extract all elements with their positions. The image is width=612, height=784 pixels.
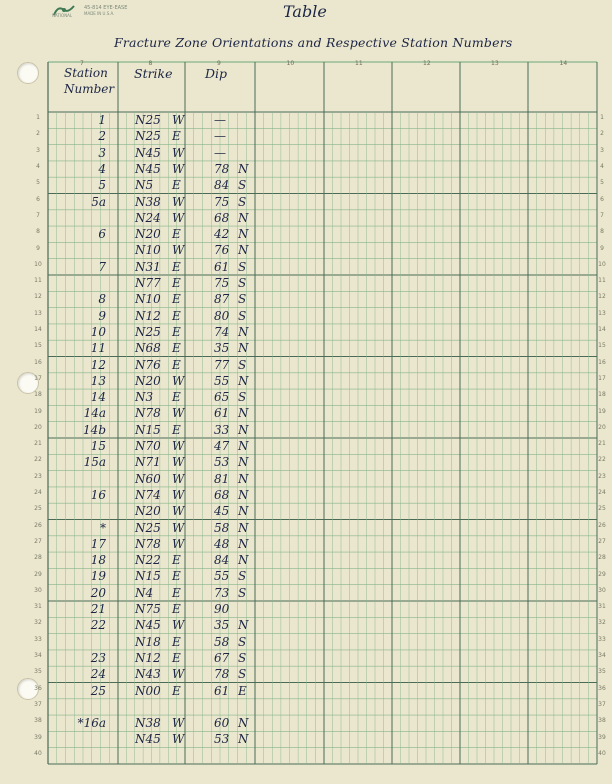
row-number-right: 30 (598, 586, 606, 594)
row-number-right: 18 (598, 391, 606, 399)
row-number-left: 20 (34, 423, 42, 431)
row-number-right: 36 (598, 684, 606, 692)
dip-angle: 61 (214, 259, 230, 274)
station-header-line1: Station (64, 66, 108, 80)
row-number-left: 5 (36, 179, 40, 187)
dip-angle: 58 (214, 634, 230, 649)
dip-angle: 68 (214, 487, 230, 502)
station-number: 1 (98, 113, 106, 127)
dip-angle: 61 (214, 406, 230, 421)
dip-direction: S (238, 308, 247, 323)
dip-direction: E (238, 683, 247, 698)
strike-direction: E (172, 390, 181, 405)
row-number-right: 33 (598, 635, 606, 643)
dip-angle: 35 (214, 341, 230, 356)
row-number-left: 33 (34, 635, 42, 643)
dip-direction: N (238, 210, 249, 225)
strike-direction: E (172, 683, 181, 698)
station-number: 14a (83, 406, 106, 421)
strike-direction: W (172, 145, 185, 160)
product-origin: MADE IN U.S.A. (84, 11, 115, 16)
dip-angle: 68 (214, 210, 230, 225)
row-number-right: 19 (598, 407, 606, 415)
strike-direction: W (172, 716, 185, 731)
dip-direction: S (238, 390, 247, 405)
strike-direction: W (172, 406, 185, 421)
dip-direction: N (238, 324, 249, 339)
row-number-left: 18 (34, 391, 42, 399)
row-number-right: 35 (598, 668, 606, 676)
station-number: 10 (90, 324, 106, 339)
strike-bearing: N76 (135, 357, 161, 372)
strike-direction: W (172, 520, 185, 535)
strike-direction: E (172, 324, 181, 339)
strike-bearing: N15 (135, 569, 161, 584)
strike-bearing: N25 (135, 520, 161, 535)
row-number-right: 23 (598, 472, 606, 480)
station-header-line2: Number (64, 82, 115, 96)
strike-direction: E (172, 227, 181, 242)
station-number: 9 (98, 308, 106, 323)
row-number-left: 19 (34, 407, 42, 415)
strike-bearing: N25 (135, 324, 161, 339)
row-number-right: 17 (598, 374, 606, 382)
row-number-right: 10 (598, 260, 606, 268)
strike-bearing: N5 (135, 178, 154, 193)
row-number-right: 32 (598, 619, 606, 627)
dip-angle: 45 (214, 504, 230, 519)
dip-direction: N (238, 732, 249, 747)
strike-bearing: N78 (135, 536, 161, 551)
strike-bearing: N4 (135, 585, 154, 600)
dip-direction: N (238, 536, 249, 551)
strike-bearing: N77 (135, 276, 161, 290)
strike-direction: W (172, 210, 185, 225)
row-number-right: 15 (598, 342, 606, 350)
station-number: 5a (91, 194, 106, 209)
row-number-left: 14 (34, 326, 42, 334)
strike-header: Strike (134, 66, 173, 81)
row-number-right: 11 (598, 277, 606, 285)
row-number-right: 4 (600, 163, 604, 171)
row-number-left: 36 (34, 684, 42, 692)
row-number-right: 38 (598, 717, 606, 725)
strike-bearing: N3 (135, 390, 154, 405)
row-number-right: 34 (598, 652, 606, 660)
strike-bearing: N68 (135, 341, 161, 356)
row-number-left: 23 (34, 472, 42, 480)
dip-angle: 75 (214, 276, 230, 290)
row-number-right: 29 (598, 570, 606, 578)
dip-direction: S (238, 259, 247, 274)
dip-direction: N (238, 422, 249, 437)
row-number-left: 31 (34, 603, 42, 611)
row-number-right: 13 (598, 309, 606, 317)
strike-bearing: N71 (135, 455, 161, 470)
dip-angle: 87 (214, 292, 230, 307)
strike-bearing: N45 (135, 161, 161, 176)
station-number: 13 (90, 373, 106, 388)
dip-direction: S (238, 650, 247, 665)
row-number-right: 22 (598, 456, 606, 464)
station-number: 5 (98, 178, 106, 193)
product-code: 45-814 EYE-EASE (84, 5, 128, 11)
row-number-left: 7 (36, 211, 40, 219)
strike-direction: E (172, 129, 181, 144)
strike-direction: E (172, 422, 181, 437)
dip-direction: N (238, 341, 249, 356)
row-number-left: 24 (34, 489, 42, 497)
row-number-left: 22 (34, 456, 42, 464)
strike-bearing: N31 (135, 259, 161, 274)
dip-direction: S (238, 634, 247, 649)
dip-direction: S (238, 276, 247, 290)
station-number: 16 (90, 487, 106, 502)
station-number: * (100, 520, 106, 535)
brand-name: NATIONAL (52, 13, 73, 18)
row-number-left: 39 (34, 733, 42, 741)
row-number-left: 25 (34, 505, 42, 513)
row-number-left: 4 (36, 163, 40, 171)
row-number-right: 12 (598, 293, 606, 301)
row-number-right: 37 (598, 700, 606, 708)
strike-direction: W (172, 732, 185, 747)
column-number: 9 (217, 60, 221, 67)
station-number: 21 (90, 602, 106, 616)
dip-direction: N (238, 553, 249, 568)
row-number-right: 1 (600, 114, 604, 122)
station-number: 18 (90, 553, 106, 568)
strike-bearing: N45 (135, 732, 161, 747)
dip-angle: 61 (214, 683, 230, 698)
row-number-right: 8 (600, 228, 604, 236)
row-number-left: 27 (34, 537, 42, 545)
strike-direction: E (172, 602, 181, 616)
strike-direction: E (172, 341, 181, 356)
dip-angle: 84 (214, 553, 230, 568)
station-number: 15a (83, 455, 106, 470)
dip-direction: N (238, 504, 249, 519)
dip-direction: S (238, 194, 247, 209)
row-number-right: 21 (598, 440, 606, 448)
dip-angle: 73 (214, 585, 230, 600)
strike-bearing: N45 (135, 145, 161, 160)
strike-bearing: N18 (135, 634, 161, 649)
dip-direction: S (238, 569, 247, 584)
dip-direction: S (238, 585, 247, 600)
station-number: 3 (98, 145, 106, 160)
row-number-right: 39 (598, 733, 606, 741)
dip-direction: S (238, 667, 247, 682)
row-number-right: 25 (598, 505, 606, 513)
column-number: 12 (423, 60, 431, 67)
row-number-right: 14 (598, 326, 606, 334)
strike-direction: E (172, 634, 181, 649)
strike-bearing: N24 (135, 210, 161, 225)
strike-direction: W (172, 243, 185, 258)
strike-direction: W (172, 504, 185, 519)
row-number-left: 30 (34, 586, 42, 594)
strike-direction: W (172, 113, 185, 127)
dip-angle: — (214, 145, 226, 160)
row-number-right: 2 (600, 130, 604, 138)
dip-direction: N (238, 471, 249, 486)
row-number-right: 3 (600, 146, 604, 154)
dip-angle: 55 (214, 569, 230, 584)
row-number-right: 28 (598, 554, 606, 562)
row-number-right: 6 (600, 195, 604, 203)
row-number-right: 5 (600, 179, 604, 187)
strike-direction: W (172, 471, 185, 486)
column-number: 8 (148, 60, 153, 67)
station-number: 8 (98, 292, 106, 307)
strike-bearing: N25 (135, 113, 161, 127)
row-number-left: 28 (34, 554, 42, 562)
station-number: 23 (90, 650, 106, 665)
station-number: 4 (98, 161, 106, 176)
strike-direction: W (172, 439, 185, 453)
dip-direction: N (238, 406, 249, 421)
row-number-left: 11 (34, 277, 42, 285)
strike-bearing: N22 (135, 553, 161, 568)
station-number: 17 (90, 536, 106, 551)
strike-direction: E (172, 650, 181, 665)
strike-bearing: N12 (135, 650, 161, 665)
strike-direction: E (172, 178, 181, 193)
row-number-left: 2 (36, 130, 40, 138)
strike-direction: W (172, 194, 185, 209)
dip-angle: 77 (214, 357, 230, 372)
dip-direction: S (238, 178, 247, 193)
dip-angle: 55 (214, 373, 230, 388)
column-number: 13 (491, 60, 499, 67)
row-number-right: 40 (598, 749, 606, 757)
row-number-left: 34 (34, 652, 42, 660)
strike-bearing: N78 (135, 406, 161, 421)
strike-direction: E (172, 357, 181, 372)
strike-bearing: N43 (135, 667, 161, 682)
row-number-left: 8 (36, 228, 40, 236)
dip-direction: N (238, 487, 249, 502)
dip-angle: 35 (214, 618, 230, 633)
row-number-right: 16 (598, 358, 606, 366)
station-number: 25 (90, 683, 106, 698)
dip-angle: 48 (214, 536, 230, 551)
strike-bearing: N20 (135, 227, 161, 242)
strike-direction: E (172, 308, 181, 323)
strike-direction: E (172, 585, 181, 600)
strike-bearing: N15 (135, 422, 161, 437)
row-number-left: 29 (34, 570, 42, 578)
dip-angle: 74 (214, 324, 230, 339)
page-title: Table (283, 2, 327, 21)
strike-direction: W (172, 161, 185, 176)
dip-angle: 47 (214, 439, 230, 453)
strike-direction: W (172, 373, 185, 388)
station-number: 14 (90, 390, 106, 405)
dip-direction: N (238, 161, 249, 176)
strike-bearing: N20 (135, 373, 161, 388)
row-number-right: 31 (598, 603, 606, 611)
dip-angle: 75 (214, 194, 230, 209)
row-number-right: 7 (600, 211, 604, 219)
dip-angle: 60 (214, 716, 230, 731)
row-number-left: 21 (34, 440, 42, 448)
page-subtitle: Fracture Zone Orientations and Respective Station Numbers (114, 35, 513, 50)
row-number-right: 24 (598, 489, 606, 497)
dip-angle: 65 (214, 390, 230, 405)
strike-bearing: N25 (135, 129, 161, 144)
row-number-left: 32 (34, 619, 42, 627)
dip-direction: N (238, 618, 249, 633)
dip-angle: 78 (214, 667, 230, 682)
row-number-left: 35 (34, 668, 42, 676)
station-number: 2 (98, 129, 106, 144)
dip-angle: 90 (214, 602, 230, 616)
strike-direction: W (172, 536, 185, 551)
strike-bearing: N74 (135, 487, 161, 502)
column-number: 7 (80, 60, 84, 67)
strike-direction: E (172, 292, 181, 307)
dip-angle: — (214, 113, 226, 127)
strike-direction: E (172, 259, 181, 274)
dip-direction: N (238, 243, 249, 258)
dip-angle: 80 (214, 308, 230, 323)
dip-angle: 33 (214, 422, 230, 437)
row-number-left: 9 (36, 244, 40, 252)
strike-bearing: N75 (135, 602, 161, 616)
dip-angle: — (214, 129, 226, 144)
station-number: 11 (90, 341, 106, 356)
dip-angle: 81 (214, 471, 230, 486)
row-number-left: 38 (34, 717, 42, 725)
dip-direction: N (238, 227, 249, 242)
column-number: 14 (559, 60, 568, 67)
dip-angle: 67 (214, 650, 230, 665)
row-number-left: 1 (36, 114, 40, 122)
row-number-left: 40 (34, 749, 42, 757)
station-number: 12 (90, 357, 106, 372)
row-number-left: 12 (34, 293, 42, 301)
dip-angle: 53 (214, 732, 230, 747)
dip-direction: N (238, 455, 249, 470)
strike-bearing: N20 (135, 504, 161, 519)
dip-direction: S (238, 357, 247, 372)
dip-direction: S (238, 292, 247, 307)
dip-angle: 58 (214, 520, 230, 535)
row-number-left: 13 (34, 309, 42, 317)
column-number: 11 (355, 60, 363, 67)
station-number: 6 (98, 227, 106, 242)
dip-angle: 78 (214, 161, 230, 176)
strike-direction: W (172, 618, 185, 633)
strike-direction: E (172, 569, 181, 584)
strike-bearing: N38 (135, 716, 161, 731)
strike-bearing: N70 (135, 439, 161, 453)
row-number-left: 3 (36, 146, 40, 154)
station-number: 20 (90, 585, 106, 600)
row-number-left: 6 (36, 195, 40, 203)
strike-bearing: N00 (135, 683, 161, 698)
dip-direction: N (238, 716, 249, 731)
dip-angle: 42 (214, 227, 230, 242)
station-number: *16a (77, 716, 106, 731)
strike-direction: E (172, 553, 181, 568)
row-number-right: 9 (600, 244, 604, 252)
row-number-right: 20 (598, 423, 606, 431)
row-number-left: 17 (34, 374, 42, 382)
dip-angle: 53 (214, 455, 230, 470)
row-number-left: 37 (34, 700, 42, 708)
station-number: 19 (90, 569, 106, 584)
row-number-left: 16 (34, 358, 42, 366)
station-number: 15 (90, 439, 106, 453)
dip-direction: N (238, 520, 249, 535)
dip-angle: 76 (214, 243, 230, 258)
dip-direction: N (238, 439, 249, 453)
station-number: 14b (83, 422, 106, 437)
station-number: 7 (98, 259, 106, 274)
row-number-left: 10 (34, 260, 42, 268)
dip-direction: N (238, 373, 249, 388)
strike-bearing: N12 (135, 308, 161, 323)
strike-direction: E (172, 276, 181, 290)
strike-bearing: N38 (135, 194, 161, 209)
station-number: 22 (90, 618, 106, 633)
strike-bearing: N10 (135, 243, 161, 258)
dip-header: Dip (205, 66, 228, 81)
station-number: 24 (90, 667, 106, 682)
row-number-right: 26 (598, 521, 606, 529)
strike-direction: W (172, 487, 185, 502)
strike-bearing: N60 (135, 471, 161, 486)
column-number: 10 (286, 60, 295, 67)
strike-bearing: N45 (135, 618, 161, 633)
row-number-left: 15 (34, 342, 42, 350)
dip-angle: 84 (214, 178, 230, 193)
binder-hole-top (17, 62, 39, 84)
strike-direction: W (172, 455, 185, 470)
strike-direction: W (172, 667, 185, 682)
strike-bearing: N10 (135, 292, 161, 307)
row-number-left: 26 (34, 521, 42, 529)
row-number-right: 27 (598, 537, 606, 545)
